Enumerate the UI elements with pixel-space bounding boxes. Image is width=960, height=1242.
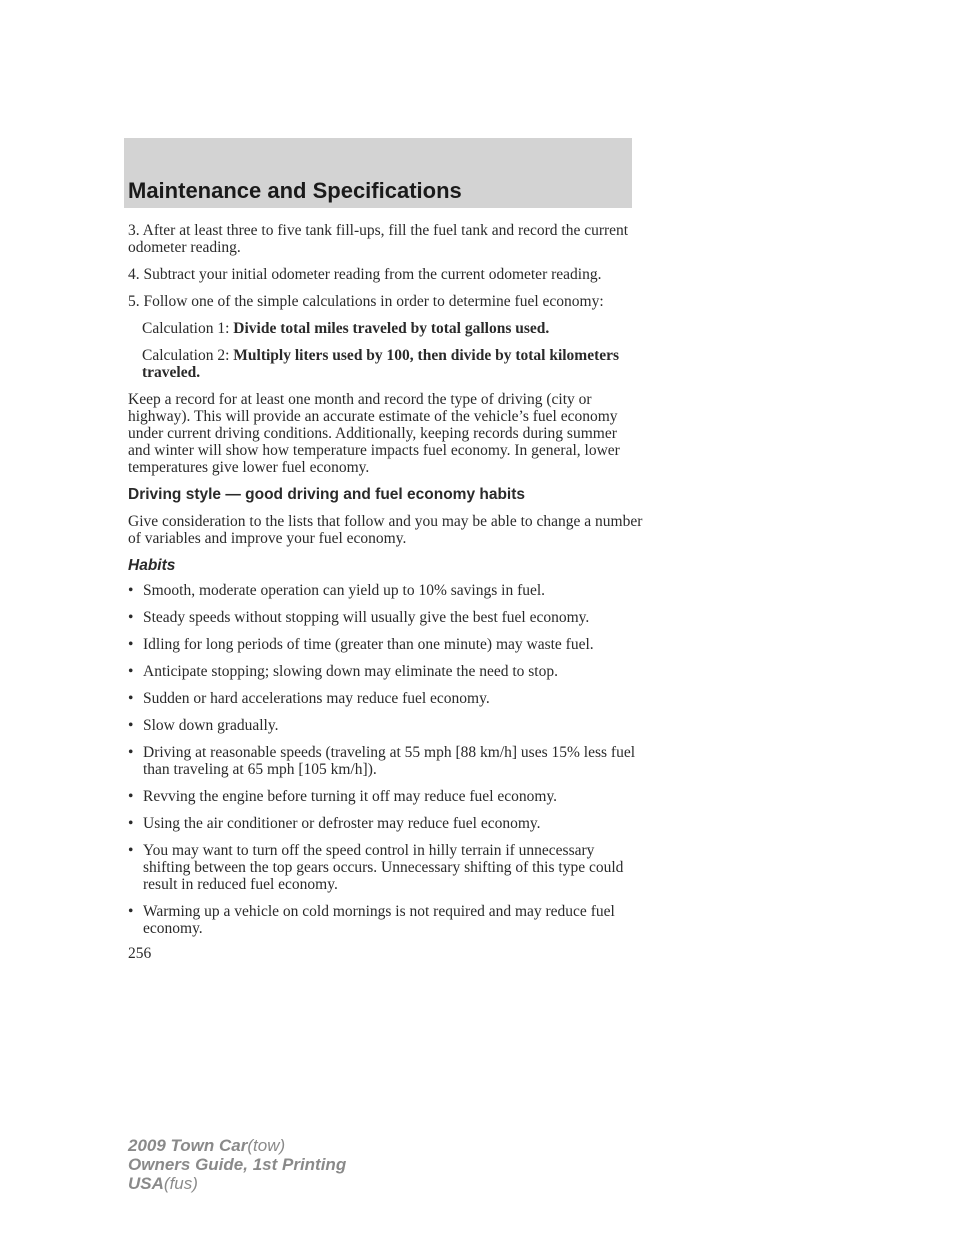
page-body (128, 222, 643, 947)
bullet-icon: • (128, 903, 134, 920)
habit-item: • Driving at reasonable speeds (traveling at 55 mph [88 km/h] uses 15% less fuel than traveling at 65 mph [105 km/h]). (128, 744, 636, 778)
footer-market: USA (128, 1174, 164, 1193)
print-footer (128, 1136, 346, 1193)
habit-item: • You may want to turn off the speed control in hilly terrain if unnecessary shifting between the top gears occurs. Unnecessary shifting of this type could result in reduced fuel economy. (128, 842, 624, 893)
habits-heading: Habits (128, 557, 176, 574)
bullet-icon: • (128, 788, 134, 805)
bullet-icon: • (128, 609, 134, 626)
footer-line-3 (128, 1174, 346, 1193)
habit-item: • Warming up a vehicle on cold mornings is not required and may reduce fuel economy. (128, 903, 615, 937)
page-title: Maintenance and Specifications (128, 178, 462, 203)
bullet-icon: • (128, 744, 134, 761)
bullet-icon: • (128, 815, 134, 832)
calculation-2-formula: Multiply liters used by 100, then divide by total kilometers traveled. (142, 347, 620, 381)
bullet-icon: • (128, 842, 134, 859)
step-5: 5. Follow one of the simple calculations in order to determine fuel economy: (128, 293, 604, 310)
bullet-icon: • (128, 690, 134, 707)
habit-item: • Slow down gradually. (128, 717, 279, 734)
calculation-2 (142, 347, 643, 381)
calculation-1-formula: Divide total miles traveled by total gallons used. (233, 320, 550, 337)
record-paragraph: Keep a record for at least one month and record the type of driving (city or highway). This will provide an accurate estimate of the vehicle’s fuel economy under current driving conditions. Additionally, keeping records during summer and winter will show how temperature impacts fuel economy. In general, lower temperatures give lower fuel economy. (128, 391, 620, 476)
habit-item: • Smooth, moderate operation can yield up to 10% savings in fuel. (128, 582, 546, 599)
bullet-icon: • (128, 636, 134, 653)
footer-model-code: (tow) (247, 1136, 286, 1155)
calculation-1-label: Calculation 1: (142, 320, 230, 337)
habit-item: • Revving the engine before turning it off may reduce fuel economy. (128, 788, 558, 805)
step-4: 4. Subtract your initial odometer reading from the current odometer reading. (128, 266, 602, 283)
bullet-icon: • (128, 582, 134, 599)
habit-item: • Steady speeds without stopping will usually give the best fuel economy. (128, 609, 590, 626)
footer-line-1 (128, 1136, 346, 1155)
calculation-1 (142, 320, 643, 337)
bullet-icon: • (128, 663, 134, 680)
habit-item: • Using the air conditioner or defroster may reduce fuel economy. (128, 815, 541, 832)
habit-item: • Anticipate stopping; slowing down may eliminate the need to stop. (128, 663, 558, 680)
habits-list (128, 582, 643, 937)
bullet-icon: • (128, 717, 134, 734)
habit-item: • Idling for long periods of time (greater than one minute) may waste fuel. (128, 636, 594, 653)
footer-market-code: (fus) (163, 1174, 198, 1193)
page-number: 256 (128, 945, 152, 962)
calculation-2-label: Calculation 2: (142, 347, 230, 364)
driving-style-intro: Give consideration to the lists that follow and you may be able to change a number of variables and improve your fuel economy. (128, 513, 643, 547)
driving-style-heading: Driving style — good driving and fuel economy habits (128, 486, 526, 503)
step-3: 3. After at least three to five tank fill-ups, fill the fuel tank and record the current odometer reading. (128, 222, 629, 256)
habit-item: • Sudden or hard accelerations may reduce fuel economy. (128, 690, 490, 707)
footer-model: 2009 Town Car (128, 1136, 248, 1155)
footer-line-2: Owners Guide, 1st Printing (128, 1155, 347, 1174)
